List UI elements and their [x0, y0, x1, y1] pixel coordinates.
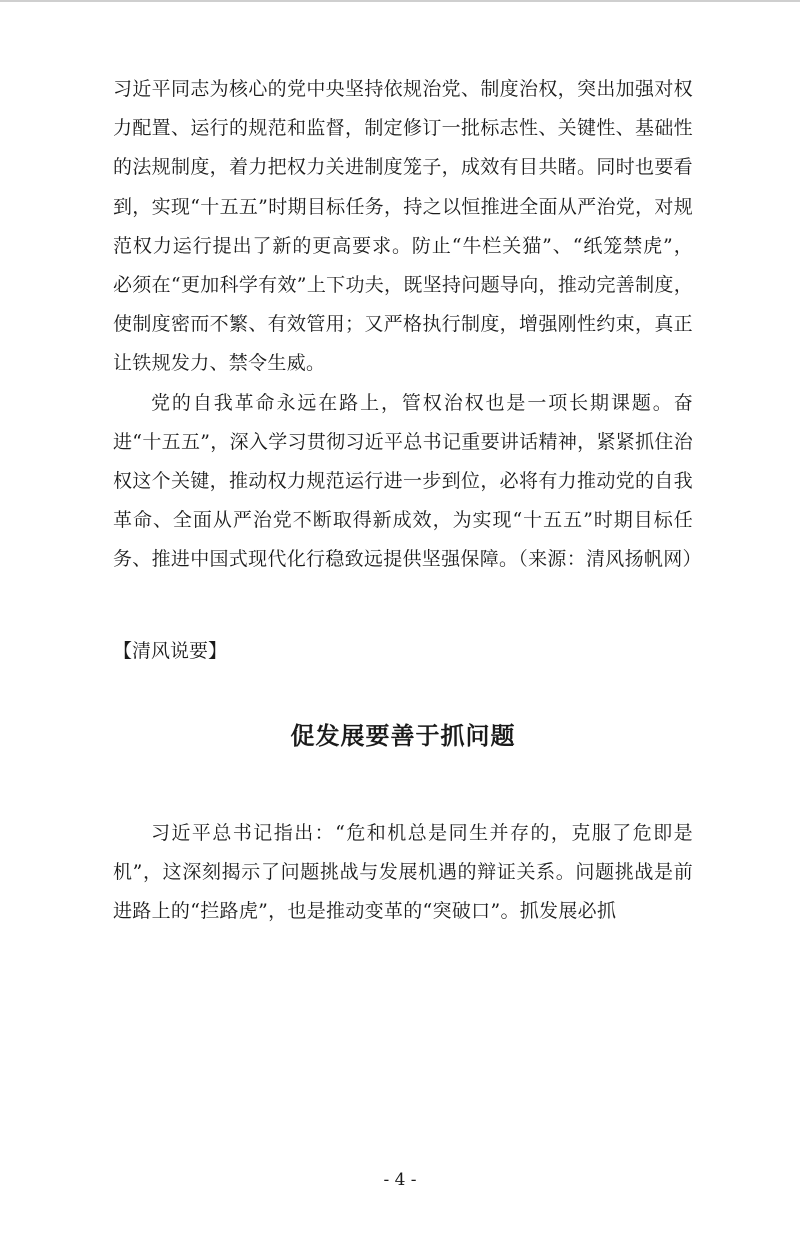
article-title: 促发展要善于抓问题: [290, 721, 516, 750]
page-top-border: [0, 0, 800, 2]
article-paragraph: 习近平总书记指出：“危和机总是同生并存的，克服了危即是机”，这深刻揭示了问题挑战与发展机遇的辩证关系。问题挑战是前进路上的“拦路虎”，也是推动变革的“突破口”。抓发展必抓: [113, 821, 693, 923]
document-body: [113, 70, 702, 931]
body-paragraph-continued: 习近平同志为核心的党中央坚持依规治党、制度治权，突出加强对权力配置、运行的规范和监督，制定修订一批标志性、关键性、基础性的法规制度，着力把权力关进制度笼子，成效有目共睹。同时也要看到，实现“十五五”时期目标任务，持之以恒推进全面从严治党，对规范权力运行提出了新的更高要求。防止“牛栏关猫”、“纸笼禁虎”，必须在“更加科学有效”上下功夫，既坚持问题导向，推动完善制度，使制度密而不繁、有效管用；又严格执行制度，增强刚性约束，真正让铁规发力、禁令生威。: [113, 78, 693, 375]
page-number: - 4 -: [383, 1170, 417, 1190]
section-tag: 【清风说要】: [113, 639, 228, 662]
body-paragraph: 党的自我革命永远在路上，管权治权也是一项长期课题。奋进“十五五”，深入学习贯彻习近平总书记重要讲话精神，紧紧抓住治权这个关键，推动权力规范运行进一步到位，必将有力推动党的自我革命、全面从严治党不断取得新成效，为实现“十五五”时期目标任务、推进中国式现代化行稳致远提供坚强保障。（来源：清风扬帆网）: [113, 391, 702, 571]
